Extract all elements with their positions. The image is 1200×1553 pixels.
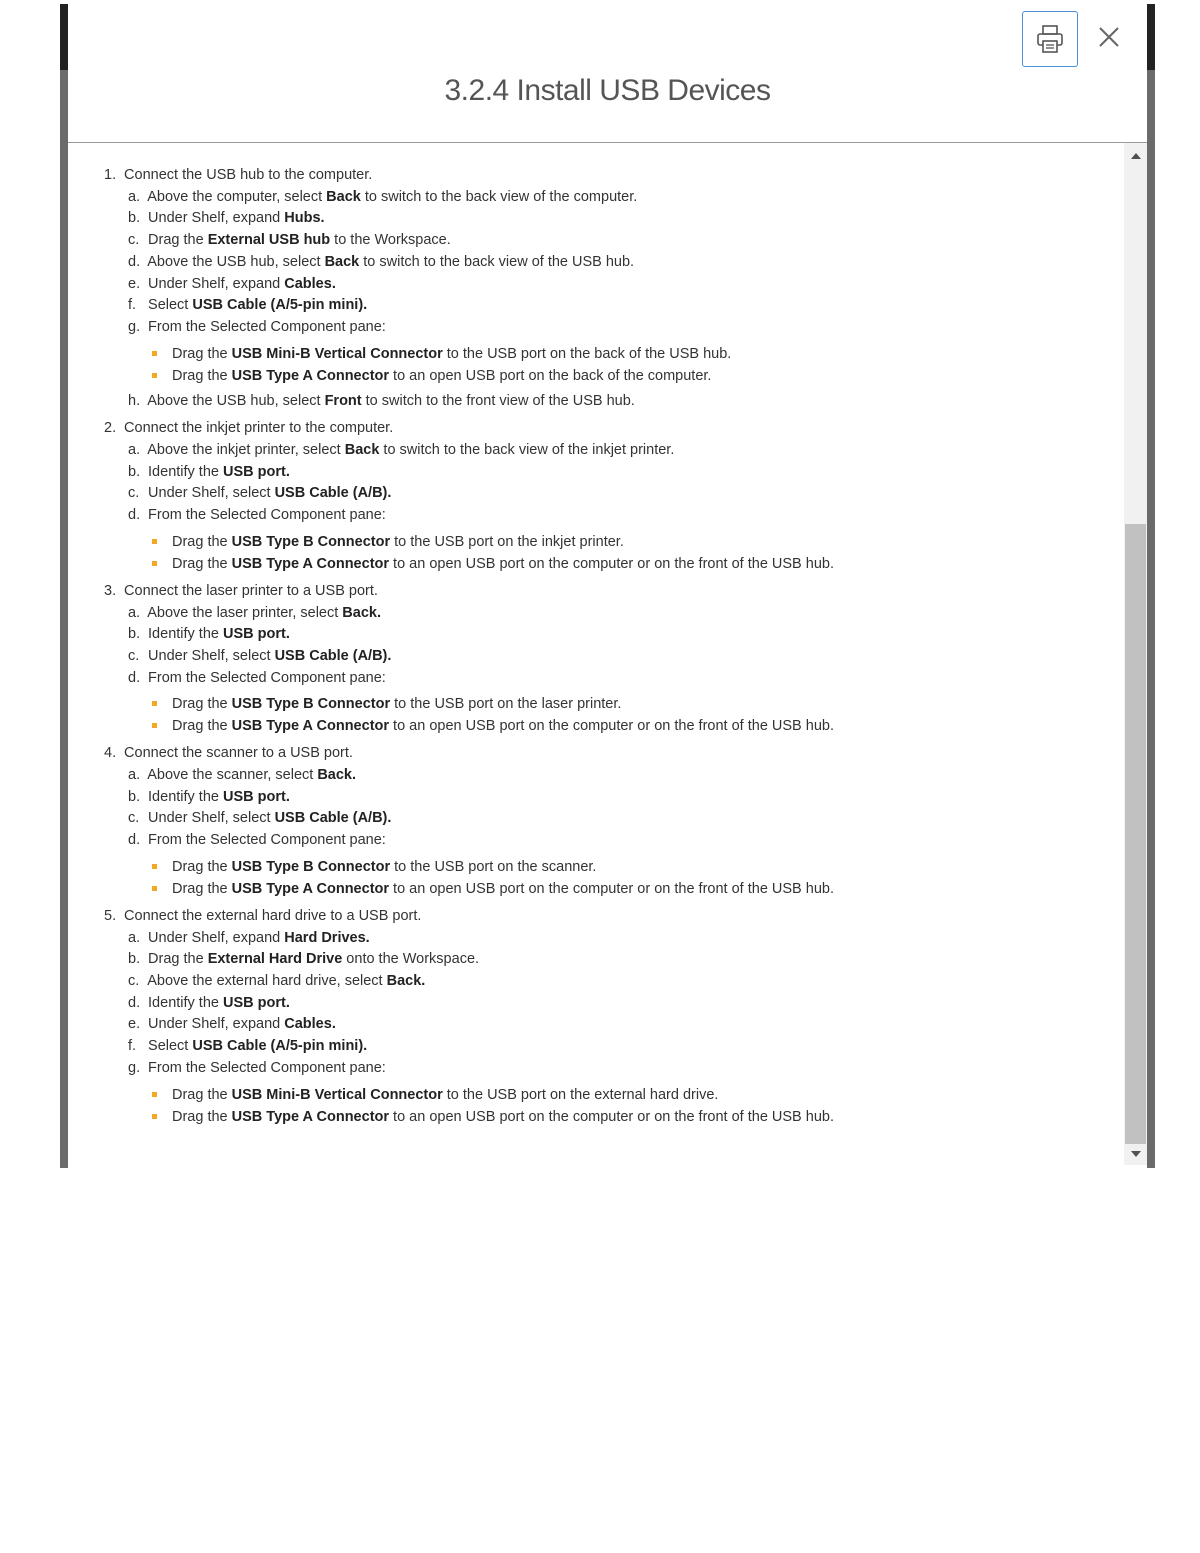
text-segment: From the Selected Component pane: — [148, 318, 386, 335]
substep-item — [128, 462, 1104, 484]
text-segment: Under Shelf, expand — [148, 275, 285, 292]
step-item — [104, 581, 1104, 738]
text-segment: Under Shelf, expand — [148, 929, 285, 946]
dialog-right-edge — [1147, 70, 1155, 1168]
text-segment: Drag the — [172, 533, 232, 550]
bullet-item — [148, 343, 1104, 365]
text-segment: Select — [148, 1038, 193, 1055]
bold-term: Cables. — [284, 275, 336, 292]
step-item — [104, 165, 1104, 412]
text-segment: to the Workspace. — [330, 232, 451, 249]
bold-term: Back. — [386, 972, 426, 989]
text-segment: Identify the — [148, 994, 223, 1011]
bullet-item — [148, 531, 1104, 553]
dialog-title: 3.2.4 Install USB Devices — [444, 74, 771, 107]
text-segment: Drag the — [172, 345, 232, 362]
dialog-left-edge — [60, 70, 68, 1168]
substep-letter: d. — [128, 832, 141, 849]
bold-term: External Hard Drive — [207, 951, 343, 968]
substep-item — [128, 646, 1104, 668]
bold-term: USB Type A Connector — [231, 367, 390, 384]
text-segment: to the USB port on the laser printer. — [390, 696, 622, 713]
text-segment: Drag the — [172, 880, 232, 897]
bold-term: External USB hub — [207, 232, 331, 249]
substep-item — [128, 971, 1104, 993]
step-item — [104, 906, 1104, 1128]
scroll-down-button[interactable] — [1124, 1143, 1147, 1165]
bullet-item — [148, 856, 1104, 878]
text-segment: Above the USB hub, select — [147, 253, 325, 270]
substep-letter: a. — [128, 442, 141, 459]
text-segment: to an open USB port on the computer or on the front of the USB hub. — [389, 718, 834, 735]
substep-item — [128, 928, 1104, 950]
bullet-list — [128, 531, 1104, 575]
bold-term: USB Cable (A/B). — [274, 485, 392, 502]
substep-item — [128, 603, 1104, 625]
substep-item — [128, 252, 1104, 274]
printer-icon — [1034, 23, 1066, 55]
substep-letter: e. — [128, 1016, 141, 1033]
bold-term: Front — [324, 392, 362, 409]
instructions-content — [68, 143, 1122, 1165]
substep-letter: e. — [128, 275, 141, 292]
text-segment: From the Selected Component pane: — [148, 832, 386, 849]
bullet-item — [148, 553, 1104, 575]
bullet-item — [148, 365, 1104, 387]
substep-item — [128, 1036, 1104, 1058]
bold-term: Back. — [317, 767, 357, 784]
text-segment: Above the USB hub, select — [147, 392, 325, 409]
substep-item — [128, 808, 1104, 830]
substep-letter: c. — [128, 647, 140, 664]
bullet-item — [148, 878, 1104, 900]
substep-letter: d. — [128, 669, 141, 686]
triangle-up-icon — [1130, 152, 1142, 160]
substeps-list — [104, 187, 1104, 413]
text-segment: Under Shelf, select — [148, 810, 275, 827]
bullet-list — [128, 693, 1104, 737]
substep-item — [128, 208, 1104, 230]
substep-letter: d. — [128, 253, 141, 270]
bullet-square-icon — [152, 886, 157, 891]
bold-term: USB Mini-B Vertical Connector — [231, 1086, 443, 1103]
text-segment: to the USB port on the scanner. — [390, 858, 597, 875]
bullet-square-icon — [152, 723, 157, 728]
bold-term: USB Cable (A/B). — [274, 810, 392, 827]
text-segment: Drag the — [172, 858, 232, 875]
substep-item — [128, 765, 1104, 787]
substep-letter: b. — [128, 626, 141, 643]
bullet-square-icon — [152, 701, 157, 706]
text-segment: to switch to the back view of the computer. — [360, 188, 638, 205]
bullet-item — [148, 715, 1104, 737]
text-segment: Drag the — [172, 718, 232, 735]
substeps-list — [104, 928, 1104, 1128]
text-segment: to switch to the front view of the USB hub. — [361, 392, 635, 409]
substeps-list — [104, 603, 1104, 738]
bold-term: USB Mini-B Vertical Connector — [231, 345, 443, 362]
substep-letter: a. — [128, 929, 141, 946]
close-button[interactable] — [1094, 22, 1124, 52]
text-segment: Under Shelf, expand — [148, 210, 285, 227]
bullet-list — [128, 343, 1104, 387]
bullet-list — [128, 856, 1104, 900]
bold-term: USB port. — [223, 626, 290, 643]
substeps-list — [104, 440, 1104, 575]
text-segment: to an open USB port on the computer or on the front of the USB hub. — [389, 1108, 834, 1125]
dialog-header — [68, 4, 1147, 143]
substep-letter: a. — [128, 188, 141, 205]
steps-list — [104, 165, 1104, 1134]
substep-item — [128, 1014, 1104, 1036]
text-segment: From the Selected Component pane: — [148, 507, 386, 524]
bullet-square-icon — [152, 1114, 157, 1119]
bullet-square-icon — [152, 864, 157, 869]
bold-term: Cables. — [284, 1016, 336, 1033]
substep-letter: a. — [128, 604, 141, 621]
text-segment: Drag the — [172, 367, 232, 384]
text-segment: Drag the — [148, 951, 208, 968]
substep-letter: f. — [128, 297, 137, 314]
scroll-up-button[interactable] — [1124, 145, 1147, 167]
bold-term: Back — [326, 188, 361, 205]
step-item — [104, 418, 1104, 575]
bold-term: USB port. — [223, 788, 290, 805]
substep-item — [128, 295, 1104, 317]
text-segment: Drag the — [148, 232, 208, 249]
text-segment: From the Selected Component pane: — [148, 669, 386, 686]
step-number: 5. — [104, 907, 117, 924]
bold-term: Hubs. — [284, 210, 325, 227]
text-segment: Identify the — [148, 463, 223, 480]
text-segment: Identify the — [148, 626, 223, 643]
close-icon — [1098, 26, 1120, 48]
text-segment: to switch to the back view of the inkjet printer. — [379, 442, 675, 459]
step-number: 1. — [104, 167, 117, 183]
text-segment: to an open USB port on the computer or on the front of the USB hub. — [389, 880, 834, 897]
bullet-item — [148, 1106, 1104, 1128]
substep-letter: b. — [128, 210, 141, 227]
step-number: 3. — [104, 582, 117, 599]
text-segment: to an open USB port on the computer or on the front of the USB hub. — [389, 555, 834, 572]
scroll-thumb[interactable] — [1125, 524, 1146, 1144]
text-segment: Identify the — [148, 788, 223, 805]
text-segment: to the USB port on the back of the USB hub. — [442, 345, 732, 362]
step-item — [104, 743, 1104, 900]
text-segment: Drag the — [172, 1108, 232, 1125]
substep-letter: c. — [128, 972, 140, 989]
substep-item — [128, 391, 1104, 413]
text-segment: to the USB port on the external hard drive. — [442, 1086, 719, 1103]
bold-term: USB port. — [223, 994, 290, 1011]
bold-term: USB Cable (A/B). — [274, 647, 392, 664]
bullet-item — [148, 1084, 1104, 1106]
text-segment: onto the Workspace. — [342, 951, 480, 968]
bold-term: USB Type B Connector — [231, 696, 391, 713]
bold-term: Back — [344, 442, 380, 459]
substep-letter: b. — [128, 788, 141, 805]
substep-item — [128, 317, 1104, 387]
bold-term: Hard Drives. — [284, 929, 370, 946]
substep-item — [128, 230, 1104, 252]
substeps-list — [104, 765, 1104, 900]
text-segment: Above the computer, select — [147, 188, 327, 205]
substep-item — [128, 483, 1104, 505]
step-text: Connect the scanner to a USB port. — [124, 745, 353, 762]
bold-term: USB Cable (A/5-pin mini). — [192, 1038, 368, 1055]
text-segment: Under Shelf, select — [148, 485, 275, 502]
text-segment: to switch to the back view of the USB hub. — [359, 253, 635, 270]
substep-item — [128, 1058, 1104, 1128]
substep-item — [128, 440, 1104, 462]
substep-item — [128, 830, 1104, 900]
triangle-down-icon — [1130, 1150, 1142, 1158]
bold-term: USB Type B Connector — [231, 533, 391, 550]
bullet-square-icon — [152, 539, 157, 544]
bold-term: Back. — [342, 604, 381, 621]
bullet-item — [148, 693, 1104, 715]
bullet-square-icon — [152, 351, 157, 356]
text-segment: Under Shelf, select — [148, 647, 275, 664]
substep-item — [128, 505, 1104, 575]
text-segment: Drag the — [172, 555, 232, 572]
substep-letter: b. — [128, 463, 141, 480]
substep-letter: b. — [128, 951, 141, 968]
substep-letter: g. — [128, 1059, 141, 1076]
substep-item — [128, 624, 1104, 646]
substep-item — [128, 668, 1104, 738]
bullet-square-icon — [152, 373, 157, 378]
substep-item — [128, 274, 1104, 296]
substep-letter: f. — [128, 1038, 137, 1055]
text-segment: Select — [148, 297, 193, 314]
substep-letter: d. — [128, 994, 141, 1011]
substep-letter: d. — [128, 507, 141, 524]
bold-term: USB Type A Connector — [231, 555, 390, 572]
text-segment: Under Shelf, expand — [148, 1016, 285, 1033]
substep-letter: c. — [128, 810, 140, 827]
substep-item — [128, 787, 1104, 809]
text-segment: From the Selected Component pane: — [148, 1059, 386, 1076]
bullet-square-icon — [152, 561, 157, 566]
substep-item — [128, 949, 1104, 971]
text-segment: Drag the — [172, 1086, 232, 1103]
bold-term: USB port. — [223, 463, 290, 480]
text-segment: Above the external hard drive, select — [147, 972, 387, 989]
step-text: Connect the inkjet printer to the computer. — [124, 420, 394, 437]
text-segment: Above the inkjet printer, select — [147, 442, 345, 459]
step-text: Connect the USB hub to the computer. — [124, 167, 373, 183]
bold-term: USB Type A Connector — [231, 1108, 390, 1125]
substep-letter: h. — [128, 392, 141, 409]
step-text: Connect the laser printer to a USB port. — [124, 582, 378, 599]
bold-term: USB Type B Connector — [231, 858, 391, 875]
print-button[interactable] — [1022, 11, 1078, 67]
text-segment: Above the scanner, select — [147, 767, 318, 784]
text-segment: to the USB port on the inkjet printer. — [390, 533, 624, 550]
vertical-scrollbar[interactable] — [1124, 143, 1147, 1165]
bullet-square-icon — [152, 1092, 157, 1097]
step-number: 4. — [104, 745, 117, 762]
substep-letter: a. — [128, 767, 141, 784]
bold-term: USB Type A Connector — [231, 880, 390, 897]
substep-item — [128, 993, 1104, 1015]
text-segment: Drag the — [172, 696, 232, 713]
bold-term: Back — [324, 253, 360, 270]
substep-letter: c. — [128, 485, 140, 502]
step-number: 2. — [104, 420, 117, 437]
bold-term: USB Type A Connector — [231, 718, 390, 735]
text-segment: Above the laser printer, select — [147, 604, 343, 621]
bold-term: USB Cable (A/5-pin mini). — [192, 297, 368, 314]
substep-letter: g. — [128, 318, 141, 335]
substep-item — [128, 187, 1104, 209]
bullet-list — [128, 1084, 1104, 1128]
step-text: Connect the external hard drive to a USB port. — [124, 907, 422, 924]
text-segment: to an open USB port on the back of the computer. — [389, 367, 712, 384]
substep-letter: c. — [128, 232, 140, 249]
